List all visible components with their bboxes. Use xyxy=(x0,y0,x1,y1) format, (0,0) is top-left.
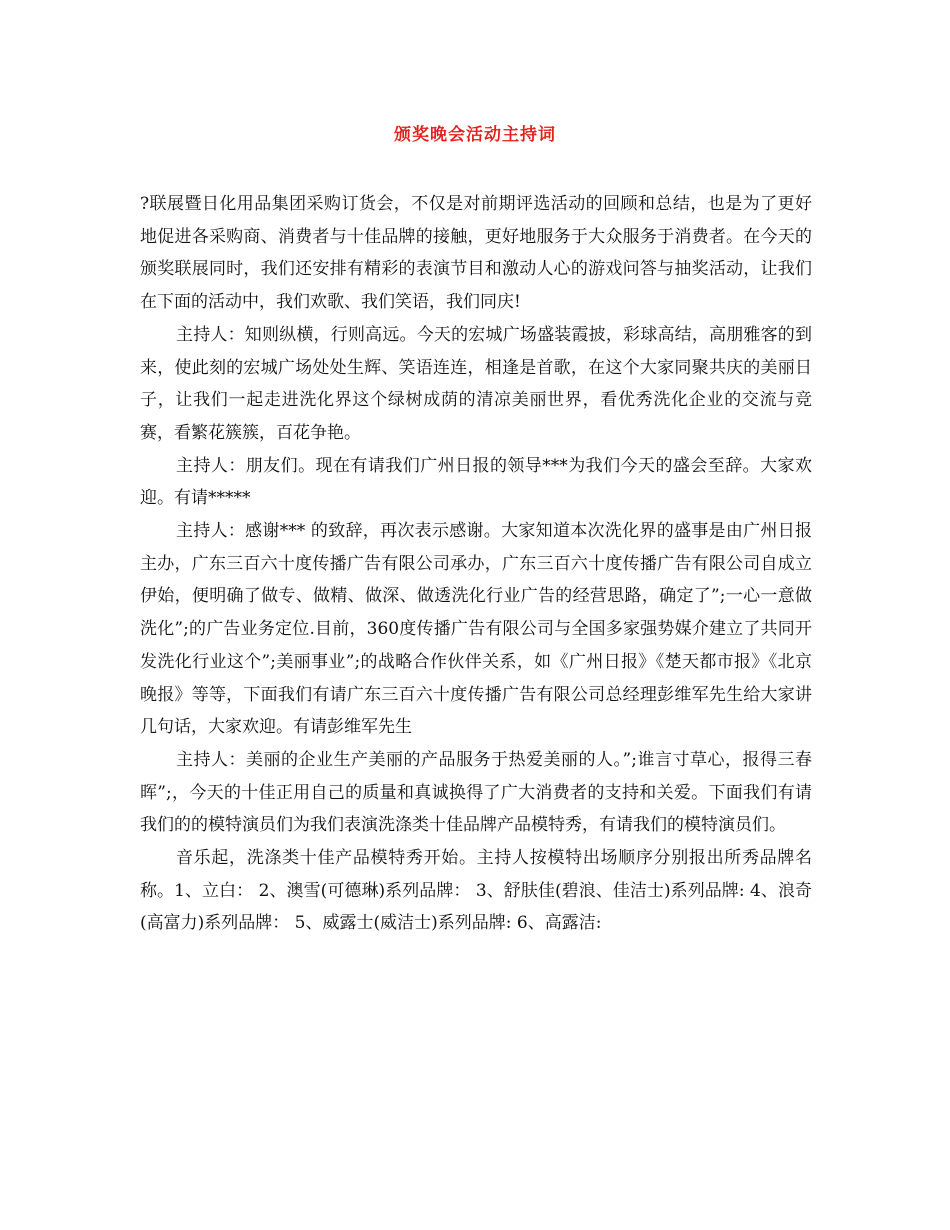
document-title: 颁奖晚会活动主持词 xyxy=(394,125,556,145)
paragraph-host-opening: 主持人：知则纵横，行则高远。今天的宏城广场盛装霞披，彩球高结，高朋雅客的到来，使此刻的宏城广场处处生辉、笑语连连，相逢是首歌，在这个大家同聚共庆的美丽日子，让我们一起走进洗化界这个绿树成荫的清凉美丽世界，看优秀洗化企业的交流与竞赛，看繁花簇簇，百花争艳。 xyxy=(140,324,812,443)
paragraph-host-models: 主持人：美丽的企业生产美丽的产品服务于热爱美丽的人。”;谁言寸草心，报得三春晖”;，今天的十佳正用自己的质量和真诚换得了广大消费者的支持和关爱。下面我们有请我们的的模特演员们为我们表演洗涤类十佳品牌产品模特秀，有请我们的模特演员们。 xyxy=(140,749,812,836)
paragraph-model-show: 音乐起，洗涤类十佳产品模特秀开始。主持人按模特出场顺序分别报出所秀品牌名称。1、立白： 2、澳雪(可德琳)系列品牌： 3、舒肤佳(碧浪、佳洁士)系列品牌: 4、浪奇(高富力)系列品牌： 5、威露士(威洁士)系列品牌: 6、高露洁: xyxy=(140,848,812,934)
paragraph-host-invite-leader: 主持人：朋友们。现在有请我们广州日报的领导***为我们今天的盛会至辞。大家欢迎。有请***** xyxy=(140,455,812,509)
paragraph-host-thanks: 主持人：感谢*** 的致辞，再次表示感谢。大家知道本次洗化界的盛事是由广州日报主办，广东三百六十度传播广告有限公司承办，广东三百六十度传播广告有限公司自成立伊始，便明确了做专、做精、做深、做透洗化行业广告的经营思路，确定了”;一心一意做洗化”;的广告业务定位.目前，360度传播广告有限公司与全国多家强势媒介建立了共同开发洗化行业这个”;美丽事业”;的战略合作伙伴关系，如《广州日报》《楚天都市报》《北京晚报》等等，下面我们有请广东三百六十度传播广告有限公司总经理彭维军先生给大家讲几句话，大家欢迎。有请彭维军先生 xyxy=(140,521,812,738)
paragraph-intro: ?联展暨日化用品集团采购订货会，不仅是对前期评选活动的回顾和总结，也是为了更好地促进各采购商、消费者与十佳品牌的接触，更好地服务于大众服务于消费者。在今天的颁奖联展同时，我们还安排有精彩的表演节目和激动人心的游戏问答与抽奖活动，让我们在下面的活动中，我们欢歌、我们笑语，我们同庆! xyxy=(140,194,812,313)
document-body xyxy=(140,188,812,940)
